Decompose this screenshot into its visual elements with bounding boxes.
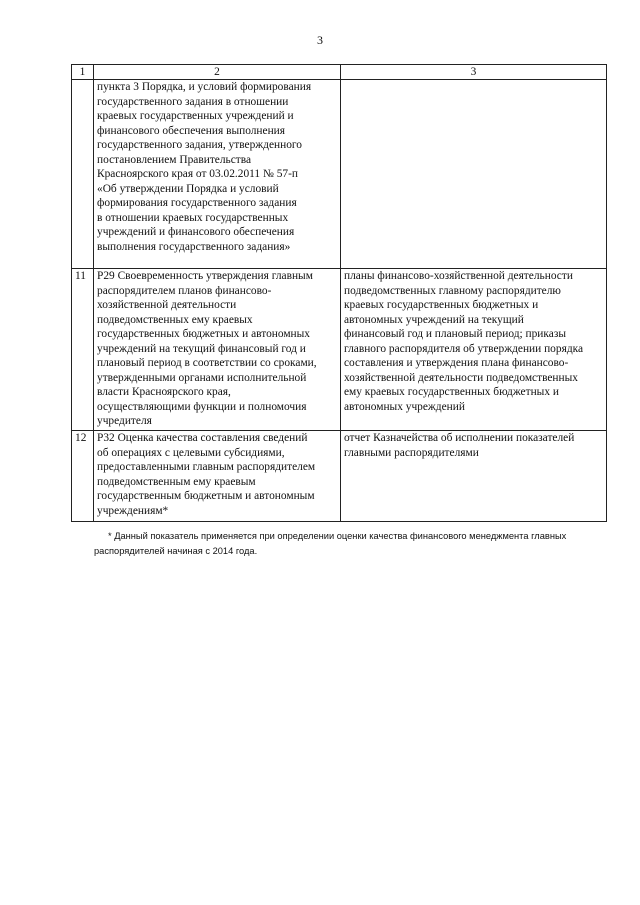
indicator-text: пункта 3 Порядка, и условий формирования государственного задания в отношении краевых государственных учреждений и финансового обеспечения выполнения государственного задания, утвержденного постановлением Правительства Красноярского края от 03.02.2011 № 57-п «Об утверждении Порядка и условий формирования государственного задания в отношении краевых государственных учреждений и финансового обеспечения выполнения государственного задания» xyxy=(97,81,312,253)
source-cell xyxy=(341,269,607,431)
table-header-row xyxy=(72,65,607,80)
row-number: 12 xyxy=(72,431,94,522)
table-row xyxy=(72,431,607,522)
indicators-table xyxy=(71,64,607,522)
footnote xyxy=(94,529,614,559)
indicator-text: Р32 Оценка качества составления сведений об операциях с целевыми субсидиями, предоставленными главным распорядителем подведомственным ему краевым государственным бюджетным и автономным учреждениям* xyxy=(97,432,316,517)
source-cell xyxy=(341,431,607,522)
source-text: отчет Казначейства об исполнении показателей главными распорядителями xyxy=(344,432,575,459)
source-cell xyxy=(341,80,607,269)
table-row xyxy=(72,80,607,269)
row-number xyxy=(72,80,94,269)
source-text: планы финансово-хозяйственной деятельности подведомственных главному распорядителю краевых государственных бюджетных и автономных учреждений на текущий финансовый год и плановый период; приказы главного распорядителя об утверждении порядка составления и утверждения плана финансово- хозяйственной деятельности подведомственных ему краевых государственных бюджетных и автономных учреждений xyxy=(344,270,584,413)
indicator-cell xyxy=(94,80,341,269)
indicator-cell xyxy=(94,269,341,431)
row-number: 11 xyxy=(72,269,94,431)
footnote-line: * Данный показатель применяется при определении оценки качества финансового менеджмента главных xyxy=(108,531,567,541)
indicator-text: Р29 Своевременность утверждения главным распорядителем планов финансово- хозяйственной деятельности подведомственных ему краевых государственных бюджетных и автономных учреждений на текущий финансовый год и плановый период в соответствии со сроками, утвержденными органами исполнительной власти Красноярского края, осуществляющими функции и полномочия учредителя xyxy=(97,270,317,427)
column-header: 3 xyxy=(341,65,607,80)
page-number: 3 xyxy=(317,33,323,47)
indicator-cell xyxy=(94,431,341,522)
footnote-line: распорядителей начиная с 2014 года. xyxy=(94,546,258,556)
column-header: 1 xyxy=(72,65,94,80)
table-row xyxy=(72,269,607,431)
column-header: 2 xyxy=(94,65,341,80)
